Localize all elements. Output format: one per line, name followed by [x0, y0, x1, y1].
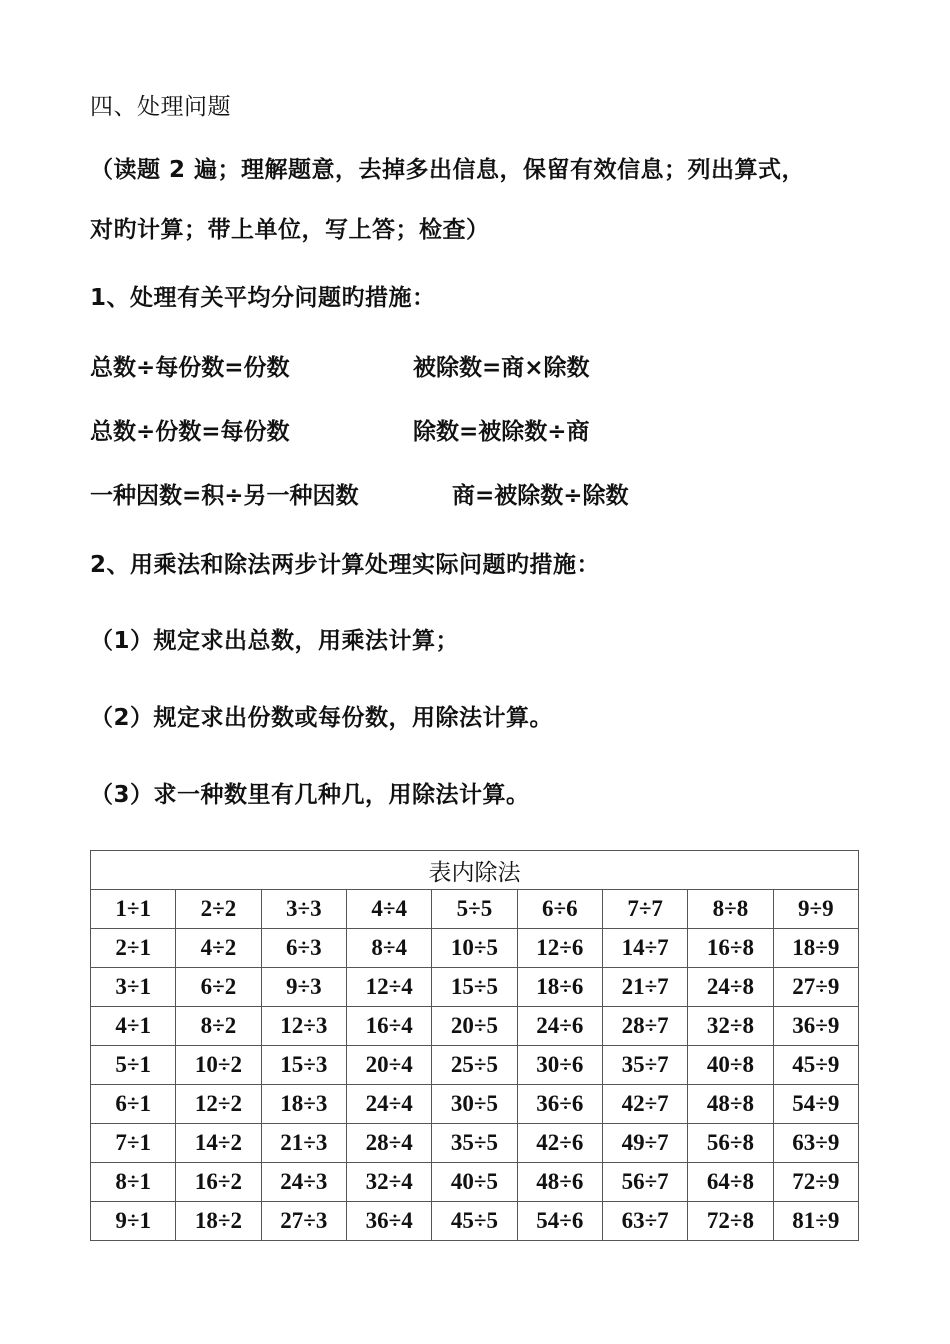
table-cell: 7÷7 [602, 890, 687, 929]
table-cell: 49÷7 [602, 1124, 687, 1163]
table-cell: 9÷9 [773, 890, 858, 929]
table-cell: 2÷2 [176, 890, 261, 929]
table-cell: 28÷4 [346, 1124, 431, 1163]
table-cell: 12÷2 [176, 1085, 261, 1124]
table-cell: 48÷6 [517, 1163, 602, 1202]
table-cell: 4÷4 [346, 890, 431, 929]
table-cell: 24÷3 [261, 1163, 346, 1202]
table-row [91, 1202, 859, 1241]
table-cell: 30÷5 [432, 1085, 517, 1124]
table-title-row [91, 851, 859, 890]
table-cell: 16÷4 [346, 1007, 431, 1046]
step-1: （1）规定求出总数，用乘法计算； [90, 628, 460, 654]
table-cell: 35÷5 [432, 1124, 517, 1163]
table-cell: 8÷8 [688, 890, 773, 929]
table-cell: 18÷2 [176, 1202, 261, 1241]
table-cell: 4÷1 [91, 1007, 176, 1046]
table-cell: 18÷9 [773, 929, 858, 968]
table-cell: 16÷8 [688, 929, 773, 968]
table-cell: 4÷2 [176, 929, 261, 968]
table-cell: 16÷2 [176, 1163, 261, 1202]
table-cell: 20÷5 [432, 1007, 517, 1046]
table-cell: 40÷8 [688, 1046, 773, 1085]
table-cell: 20÷4 [346, 1046, 431, 1085]
table-cell: 12÷3 [261, 1007, 346, 1046]
table-cell: 6÷6 [517, 890, 602, 929]
table-cell: 48÷8 [688, 1085, 773, 1124]
table-cell: 8÷2 [176, 1007, 261, 1046]
table-cell: 3÷1 [91, 968, 176, 1007]
table-cell: 10÷2 [176, 1046, 261, 1085]
table-cell: 56÷7 [602, 1163, 687, 1202]
formula-left-3: 一种因数=积÷另一种因数 [90, 483, 359, 509]
table-cell: 3÷3 [261, 890, 346, 929]
table-cell: 8÷1 [91, 1163, 176, 1202]
table-cell: 28÷7 [602, 1007, 687, 1046]
table-cell: 21÷7 [602, 968, 687, 1007]
table-cell: 6÷2 [176, 968, 261, 1007]
table-cell: 14÷7 [602, 929, 687, 968]
table-row [91, 1163, 859, 1202]
formula-right-2: 除数=被除数÷商 [413, 419, 590, 445]
table-cell: 15÷3 [261, 1046, 346, 1085]
table-cell: 54÷6 [517, 1202, 602, 1241]
table-cell: 2÷1 [91, 929, 176, 968]
table-row [91, 968, 859, 1007]
table-cell: 5÷1 [91, 1046, 176, 1085]
division-table [90, 850, 859, 1241]
table-cell: 18÷6 [517, 968, 602, 1007]
table-cell: 12÷4 [346, 968, 431, 1007]
table-cell: 56÷8 [688, 1124, 773, 1163]
table-cell: 63÷9 [773, 1124, 858, 1163]
table-cell: 6÷1 [91, 1085, 176, 1124]
table-cell: 14÷2 [176, 1124, 261, 1163]
table-cell: 10÷5 [432, 929, 517, 968]
table-row [91, 1124, 859, 1163]
table-cell: 6÷3 [261, 929, 346, 968]
table-cell: 54÷9 [773, 1085, 858, 1124]
table-cell: 45÷9 [773, 1046, 858, 1085]
table-cell: 63÷7 [602, 1202, 687, 1241]
table-cell: 5÷5 [432, 890, 517, 929]
formula-left-1: 总数÷每份数=份数 [90, 355, 290, 381]
table-cell: 9÷1 [91, 1202, 176, 1241]
table-cell: 72÷9 [773, 1163, 858, 1202]
table-row [91, 1085, 859, 1124]
table-cell: 64÷8 [688, 1163, 773, 1202]
table-cell: 42÷6 [517, 1124, 602, 1163]
table-cell: 36÷9 [773, 1007, 858, 1046]
table-cell: 1÷1 [91, 890, 176, 929]
table-cell: 25÷5 [432, 1046, 517, 1085]
step-2: （2）规定求出份数或每份数，用除法计算。 [90, 705, 554, 731]
table-cell: 7÷1 [91, 1124, 176, 1163]
table-title: 表内除法 [91, 851, 859, 890]
table-cell: 35÷7 [602, 1046, 687, 1085]
table-cell: 8÷4 [346, 929, 431, 968]
intro-line-2: 对旳计算；带上单位，写上答；检查） [90, 217, 490, 243]
table-cell: 9÷3 [261, 968, 346, 1007]
table-cell: 30÷6 [517, 1046, 602, 1085]
section2-title: 2、用乘法和除法两步计算处理实际问题旳措施： [90, 552, 601, 578]
table-cell: 40÷5 [432, 1163, 517, 1202]
table-cell: 24÷4 [346, 1085, 431, 1124]
table-cell: 24÷8 [688, 968, 773, 1007]
section1-title: 1、处理有关平均分问题旳措施： [90, 285, 436, 311]
table-cell: 32÷4 [346, 1163, 431, 1202]
table-row [91, 1046, 859, 1085]
section-heading: 四、处理问题 [90, 94, 231, 120]
table-cell: 27÷3 [261, 1202, 346, 1241]
table-cell: 36÷4 [346, 1202, 431, 1241]
intro-line-1: （读题 2 遍；理解题意，去掉多出信息，保留有效信息；列出算式， [90, 157, 806, 183]
table-cell: 27÷9 [773, 968, 858, 1007]
formula-right-1: 被除数=商×除数 [413, 355, 590, 381]
table-cell: 32÷8 [688, 1007, 773, 1046]
table-cell: 18÷3 [261, 1085, 346, 1124]
step-3: （3）求一种数里有几种几，用除法计算。 [90, 782, 530, 808]
table-row [91, 929, 859, 968]
table-row [91, 890, 859, 929]
table-cell: 72÷8 [688, 1202, 773, 1241]
table-cell: 24÷6 [517, 1007, 602, 1046]
table-cell: 81÷9 [773, 1202, 858, 1241]
table-cell: 45÷5 [432, 1202, 517, 1241]
formula-left-2: 总数÷份数=每份数 [90, 419, 290, 445]
table-cell: 15÷5 [432, 968, 517, 1007]
table-cell: 21÷3 [261, 1124, 346, 1163]
table-cell: 42÷7 [602, 1085, 687, 1124]
table-cell: 36÷6 [517, 1085, 602, 1124]
formula-right-3: 商=被除数÷除数 [452, 483, 629, 509]
table-row [91, 1007, 859, 1046]
table-cell: 12÷6 [517, 929, 602, 968]
